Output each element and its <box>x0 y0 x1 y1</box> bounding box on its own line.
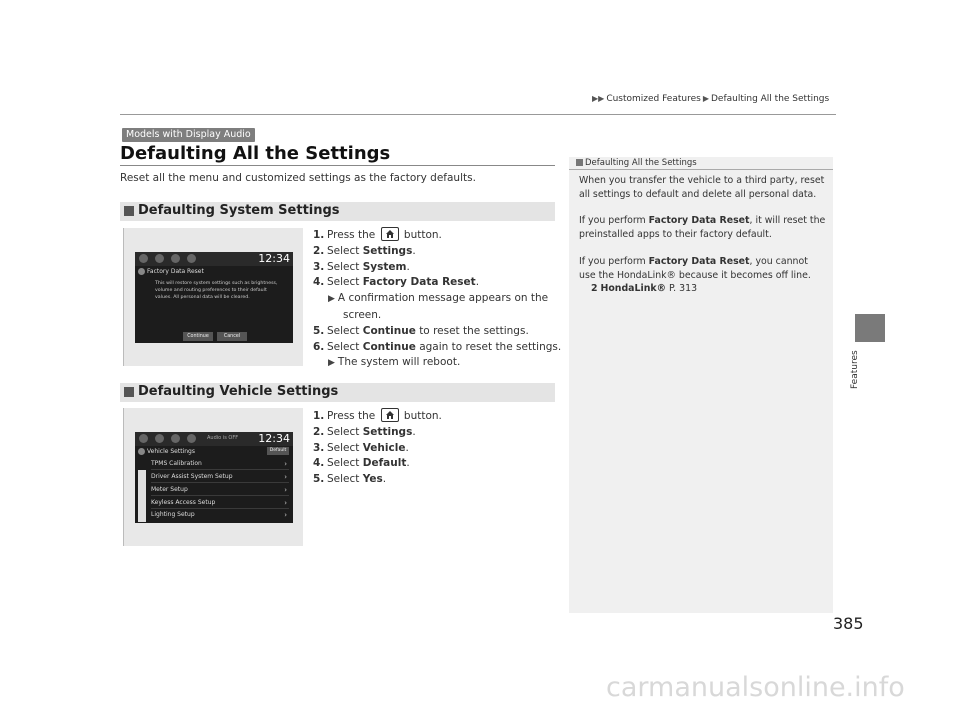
steps-system <box>313 227 561 372</box>
chevron-right-icon: › <box>284 511 287 519</box>
scrollbar[interactable] <box>138 470 146 522</box>
gear-icon <box>138 268 145 275</box>
step-4: 4. Select Factory Data Reset. <box>313 276 480 289</box>
title-divider <box>120 165 555 166</box>
screen-clock: 12:34 <box>258 432 290 445</box>
step-4-result-cont: screen. <box>343 308 382 321</box>
step-6-result: ▶ The system will reboot. <box>328 356 461 369</box>
section-header-vehicle <box>120 383 555 402</box>
step-2: 2. Select Settings. <box>313 244 416 257</box>
breadcrumb-item-customized-features[interactable]: Customized Features <box>606 94 701 104</box>
step-5: 5. Select Continue to reset the settings. <box>313 324 529 337</box>
page-number: 385 <box>833 614 864 633</box>
breadcrumb-arrow-icon: ▶▶ <box>592 94 605 103</box>
step-4-result: ▶ A confirmation message appears on the <box>328 292 549 305</box>
section-heading: Defaulting System Settings <box>138 203 340 218</box>
reset-message: This will restore system settings such as brightness, volume and routing preferences to their default values. All personal data will be cleared. <box>155 281 278 300</box>
display-screen <box>135 432 293 523</box>
chevron-right-icon: › <box>284 460 287 468</box>
home-button-icon <box>381 227 399 241</box>
chevron-right-icon: › <box>284 473 287 481</box>
step-3: 3. Select Vehicle. <box>313 441 409 454</box>
settings-row-tpms[interactable]: TPMS Calibration › <box>151 460 287 468</box>
section-heading: Defaulting Vehicle Settings <box>138 384 339 399</box>
continue-button[interactable]: Continue <box>183 332 213 341</box>
step-3: 3. Select System. <box>313 260 410 273</box>
navi-icon <box>155 254 164 263</box>
default-button[interactable]: Default <box>267 447 289 455</box>
breadcrumb-arrow-icon: ▶ <box>702 94 709 103</box>
result-arrow-icon: ▶ <box>328 294 335 305</box>
step-1: 1. Press the button. <box>313 229 442 241</box>
note-title: Defaulting All the Settings <box>576 158 697 168</box>
note-paragraph-1: When you transfer the vehicle to a third party, reset all settings to default and delete all personal data. <box>579 175 825 200</box>
mic-icon <box>187 254 196 263</box>
section-bullet-icon <box>124 387 134 397</box>
steps-vehicle <box>313 408 442 488</box>
reference-arrow-icon: 2 <box>591 283 598 294</box>
screen-topbar <box>135 432 293 446</box>
home-icon <box>171 434 180 443</box>
note-marker-icon <box>576 159 583 166</box>
result-arrow-icon: ▶ <box>328 358 335 369</box>
step-6: 6. Select Continue again to reset the settings. <box>313 340 562 353</box>
home-button-icon <box>381 408 399 422</box>
section-bullet-icon <box>124 206 134 216</box>
note-divider <box>569 169 833 170</box>
chapter-tab[interactable] <box>855 314 885 342</box>
note-paragraph-3: If you perform Factory Data Reset, you cannot use the HondaLink® because it becomes off line. <box>579 256 811 281</box>
settings-row-keyless[interactable]: Keyless Access Setup › <box>151 499 287 507</box>
settings-row-driver-assist[interactable]: Driver Assist System Setup › <box>151 473 287 481</box>
audio-status: Audio is OFF <box>207 435 239 441</box>
home-icon <box>171 254 180 263</box>
chevron-right-icon: › <box>284 499 287 507</box>
step-2: 2. Select Settings. <box>313 425 416 438</box>
step-1: 1. Press the button. <box>313 410 442 422</box>
watermark: carmanualsonline.info <box>606 672 905 703</box>
mic-icon <box>187 434 196 443</box>
section-header-system <box>120 202 555 221</box>
page-title: Defaulting All the Settings <box>120 143 391 164</box>
model-badge: Models with Display Audio <box>122 128 255 142</box>
screen-title: Vehicle Settings <box>147 448 195 455</box>
screenshot-system-reset <box>123 228 303 366</box>
screen-clock: 12:34 <box>258 252 290 265</box>
phone-icon <box>139 434 148 443</box>
settings-row-lighting[interactable]: Lighting Setup › <box>151 511 287 519</box>
intro-text: Reset all the menu and customized settings as the factory defaults. <box>120 172 476 184</box>
chevron-right-icon: › <box>284 486 287 494</box>
note-paragraph-2: If you perform Factory Data Reset, it will reset the preinstalled apps to their factory default. <box>579 215 826 240</box>
settings-row-meter[interactable]: Meter Setup › <box>151 486 287 494</box>
cancel-button[interactable]: Cancel <box>217 332 247 341</box>
screen-topbar <box>135 252 293 266</box>
breadcrumb <box>590 94 829 104</box>
breadcrumb-item-current: Defaulting All the Settings <box>710 94 830 104</box>
header-divider <box>120 114 836 115</box>
gear-icon <box>138 448 145 455</box>
step-5: 5. Select Yes. <box>313 473 387 486</box>
hondalink-reference-link[interactable]: 2 HondaLink® P. 313 <box>591 283 698 294</box>
screenshot-vehicle-settings <box>123 408 303 546</box>
phone-icon <box>139 254 148 263</box>
navi-icon <box>155 434 164 443</box>
chapter-tab-label: Features <box>850 350 860 390</box>
step-4: 4. Select Default. <box>313 457 410 470</box>
screen-title: Factory Data Reset <box>147 268 204 275</box>
display-screen <box>135 252 293 343</box>
